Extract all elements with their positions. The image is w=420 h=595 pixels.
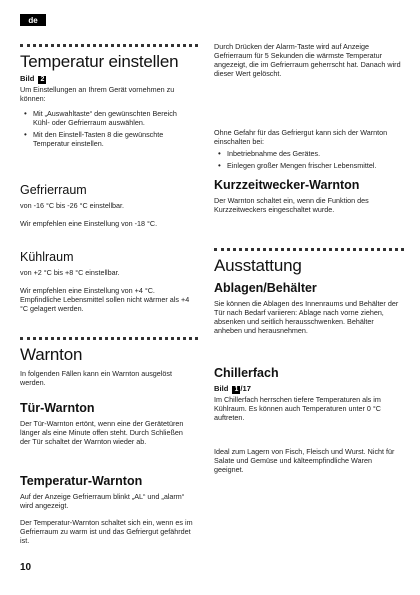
temperatur-bullet-list [24,109,189,151]
section-divider [20,44,198,47]
list-item: • Mit den Einstell-Tasten 8 die gewünschte Temperatur einstellen. [24,130,189,148]
list-item: • Einlegen großer Mengen frischer Lebensmittel. [218,161,393,170]
ablagen-text: Sie können die Ablagen des Innenraums und Behälter der Tür nach Bedarf variieren: Ablage nach vorne ziehen, absenken und seitlich herausschwenken. Behälter anheben und herausnehmen. [214,299,399,335]
chillerfach-text-1: Im Chillerfach herrschen tiefere Temperaturen als im Kühlraum. Es können auch Temperaturen unter 0 °C auftreten. [214,395,381,422]
heading-temperatur-einstellen: Temperatur einstellen [20,52,179,71]
kurzzeitwecker-text: Der Warnton schaltet ein, wenn die Funktion des Kurzzeitweckers eingeschaltet wurde. [214,196,369,214]
temperatur-intro: Um Einstellungen an Ihrem Gerät vornehmen zu können: [20,85,175,103]
heading-kurzzeitwecker-warnton: Kurzzeitwecker-Warnton [214,178,360,192]
heading-chillerfach: Chillerfach [214,366,279,380]
temperatur-warnton-text-2: Der Temperatur-Warnton schaltet sich ein, wenn es im Gefrierraum zu warm ist und das Gefriergut gefährdet ist. [20,518,193,545]
heading-gefrierraum: Gefrierraum [20,183,87,197]
figure-number: 2 [40,76,45,83]
tuer-warnton-text: Der Tür-Warnton ertönt, wenn eine der Gerätetüren länger als eine Minute offen steht. Durch Schließen der Tür schaltet der Warnton wieder ab. [20,419,184,446]
figure-label: Bild [214,384,229,393]
alarm-taste-text: Durch Drücken der Alarm-Taste wird auf Anzeige Gefrierraum für 5 Sekunden die wärmste Temperatur angezeigt, die im Gefrierraum geherrscht hat. Danach wird dieser Wert gelöscht. [214,42,401,78]
section-divider [214,248,404,251]
gefrierraum-recommendation: Wir empfehlen eine Einstellung von -18 °C. [20,219,158,228]
list-item: • Inbetriebnahme des Gerätes. [218,149,393,158]
heading-kuehlraum: Kühlraum [20,250,74,264]
heading-ausstattung: Ausstattung [214,256,302,275]
temperatur-warnton-text-1: Auf der Anzeige Gefrierraum blinkt „AL“ und „alarm“ wird angezeigt. [20,492,185,510]
list-item: • Mit „Auswahltaste“ den gewünschten Bereich Kühl- oder Gefrierraum auswählen. [24,109,189,127]
chillerfach-text-2: Ideal zum Lagern von Fisch, Fleisch und Wurst. Nicht für Salate und Gemüse und kälteempfindliche Waren geeignet. [214,447,395,474]
heading-temperatur-warnton: Temperatur-Warnton [20,474,143,488]
gefrierraum-range: von -16 °C bis -26 °C einstellbar. [20,201,125,210]
language-badge: de [20,14,46,26]
figure-label: Bild [20,74,35,83]
page-number: 10 [20,562,32,573]
heading-tuer-warnton: Tür-Warnton [20,401,95,415]
warnton-conditions-intro: Ohne Gefahr für das Gefriergut kann sich der Warnton einschalten bei: [214,128,388,146]
figure-reference [20,74,46,84]
figure-number: 1 [234,386,239,393]
warnton-intro: In folgenden Fällen kann ein Warnton ausgelöst werden. [20,369,172,387]
warnton-conditions-list [218,149,393,173]
figure-suffix: /17 [240,384,251,393]
kuehlraum-range: von +2 °C bis +8 °C einstellbar. [20,268,120,277]
heading-warnton: Warnton [20,345,83,364]
heading-ablagen-behaelter: Ablagen/Behälter [214,281,317,295]
figure-reference [214,384,251,394]
section-divider [20,337,198,340]
kuehlraum-recommendation: Wir empfehlen eine Einstellung von +4 °C. Empfindliche Lebensmittel sollen nicht wärmer als +4 °C gelagert werden. [20,286,190,313]
